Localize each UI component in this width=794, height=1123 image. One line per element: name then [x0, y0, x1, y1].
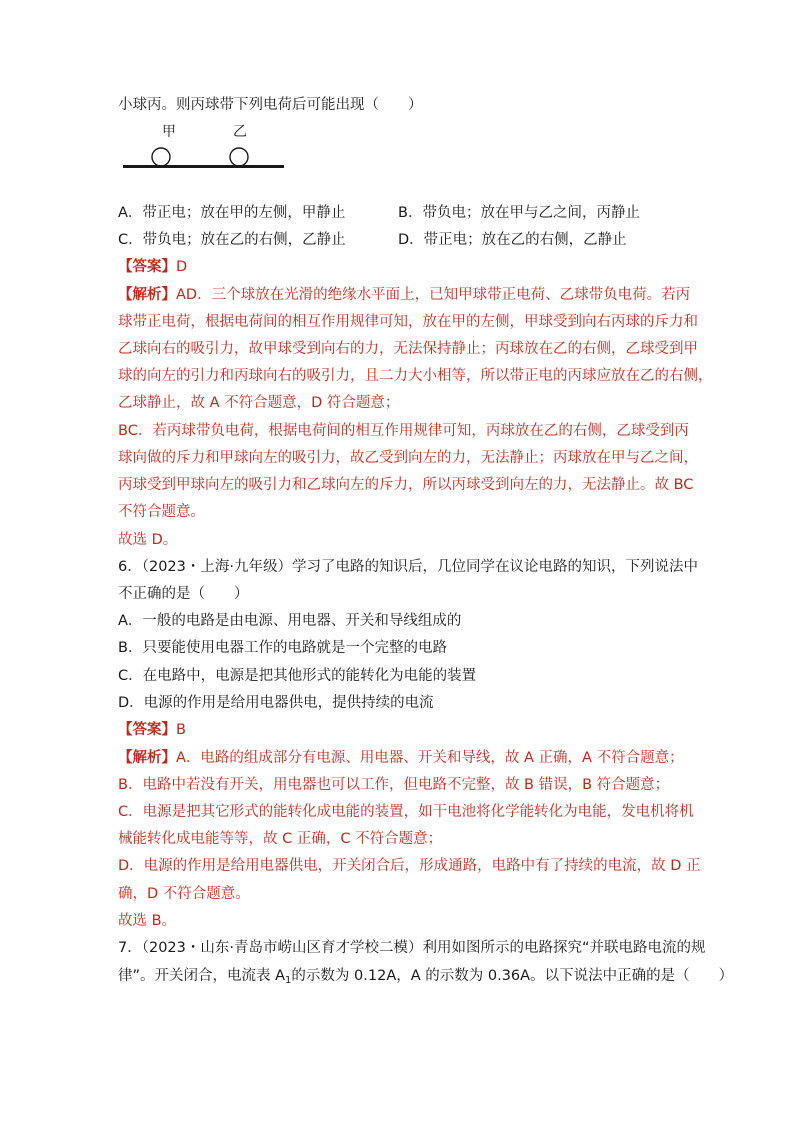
- q5-option-d: D．带正电；放在乙的右侧，乙静止: [398, 232, 627, 248]
- q6-analysis-line: 【解析】A．电路的组成部分有电源、用电器、开关和导线，故 A 正确，A 不符合题意；: [118, 750, 684, 766]
- q6-option-b: B．只要能使用电器工作的电路就是一个完整的电路: [118, 640, 447, 656]
- answer-value: D: [176, 259, 188, 275]
- ball-yi: [230, 148, 248, 166]
- ball-jia: [152, 148, 170, 166]
- q5-option-a: A．带正电；放在甲的左侧，甲静止: [118, 205, 346, 221]
- label-jia: 甲: [162, 124, 176, 140]
- q6-analysis-line: 械能转化成电能等等，故 C 正确，C 不符合题意；: [118, 831, 443, 847]
- q7-stem-line: 律”。开关闭合，电流表 $A_1$的示数为 0.12A，A 的示数为 0.36A。以下说法中正确的是（ ）: [118, 968, 734, 986]
- analysis-label: 【解析】: [118, 287, 176, 303]
- label-yi: 乙: [233, 124, 247, 140]
- q5-stem-tail: 小球丙。则丙球带下列电荷后可能出现（ ）: [118, 97, 423, 113]
- ammeter-subscript: 1: [285, 975, 292, 986]
- q6-option-c: C．在电路中，电源是把其他形式的能转化为电能的装置: [118, 668, 477, 684]
- q6-stem-line: 6．（2023・上海·九年级）学习了电路的知识后，几位同学在议论电路的知识，下列说法中: [118, 559, 698, 575]
- answer-label: 【答案】: [118, 722, 176, 738]
- q5-analysis-line: 球的向左的引力和丙球向右的吸引力，且二力大小相等，所以带正电的丙球应放在乙的右侧，: [118, 368, 713, 384]
- q6-analysis-line: 确，D 不符合题意。: [118, 886, 250, 902]
- q6-stem-line: 不正确的是（ ）: [118, 586, 249, 602]
- q6-analysis-line: B．电路中若没有开关，用电器也可以工作，但电路不完整，故 B 错误，B 符合题意；: [118, 777, 670, 793]
- q5-analysis-line: 不符合题意。: [118, 504, 205, 520]
- q5-option-b: B．带负电；放在甲与乙之间，丙静止: [398, 205, 640, 221]
- q6-analysis-line: C．电源是把其它形式的能转化成电能的装置，如干电池将化学能转化为电能，发电机将机: [118, 804, 694, 820]
- q5-analysis-line: 球向做的斥力和甲球向左的吸引力，故乙受到向左的力，无法静止；丙球放在甲与乙之间，: [118, 450, 698, 466]
- q6-answer: [118, 720, 678, 740]
- q5-analysis-line: 乙球向右的吸引力，故甲球受到向右的力，无法保持静止；丙球放在乙的右侧，乙球受到甲: [118, 341, 698, 357]
- q5-analysis-line: 球带正电荷，根据电荷间的相互作用规律可知，放在甲的左侧，甲球受到向右丙球的斥力和: [118, 314, 698, 330]
- answer-value: B: [176, 722, 186, 738]
- q5-analysis-line: 丙球受到甲球向左的吸引力和乙球向左的斥力，所以丙球受到向左的力，无法静止。故 BC: [118, 477, 694, 493]
- answer-label: 【答案】: [118, 259, 176, 275]
- q6-conclusion: 故选 B。: [118, 913, 177, 929]
- q5-conclusion: 故选 D。: [118, 532, 178, 548]
- q6-option-a: A．一般的电路是由电源、用电器、开关和导线组成的: [118, 613, 462, 629]
- q5-option-c: C．带负电；放在乙的右侧，乙静止: [118, 232, 346, 248]
- q5-analysis-line: 乙球静止，故 A 不符合题意，D 符合题意；: [118, 395, 400, 411]
- q6-analysis-line: D．电源的作用是给用电器供电，开关闭合后，形成通路，电路中有了持续的电流，故 D 正: [118, 858, 701, 874]
- q5-analysis-line: 【解析】AD．三个球放在光滑的绝缘水平面上，已知甲球带正电荷、乙球带负电荷。若丙: [118, 287, 691, 303]
- q5-figure-two-balls: [118, 122, 298, 182]
- q5-answer: [118, 257, 678, 277]
- q7-stem-line: 7．（2023・山东·青岛市崂山区育才学校二模）利用如图所示的电路探究“并联电路电流的规: [118, 940, 706, 956]
- analysis-label: 【解析】: [118, 750, 176, 766]
- q5-analysis-line: BC．若丙球带负电荷，根据电荷间的相互作用规律可知，丙球放在乙的右侧，乙球受到丙: [118, 423, 689, 439]
- q6-option-d: D．电源的作用是给用电器供电，提供持续的电流: [118, 695, 434, 711]
